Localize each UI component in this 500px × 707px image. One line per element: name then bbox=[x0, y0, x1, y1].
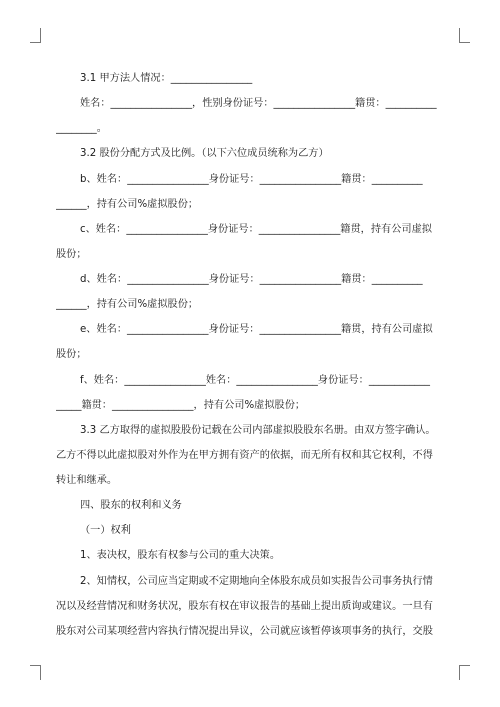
section-3-3-line-2: 乙方不得以此虚拟股对外作为在甲方拥有资产的依据，而无所有权和其它权利，不得 bbox=[56, 450, 433, 461]
legal-person-info-continuation: ________。 bbox=[56, 123, 107, 134]
rights-subheading: （一）权利 bbox=[80, 525, 131, 536]
member-b-line: b、姓名：________________身份证号：________________籍贯：__________ bbox=[80, 174, 423, 185]
crop-mark-top-left bbox=[30, 28, 41, 43]
member-c-continuation: 股份； bbox=[56, 249, 87, 260]
right-to-know-line-2: 况以及经营情况和财务状况，股东有权在审议报告的基础上提出质询或建议。一旦有 bbox=[56, 601, 433, 612]
member-c-line: c、姓名：________________身份证号：________________籍贯，持有公司虚拟 bbox=[80, 224, 432, 235]
section-3-1-heading: 3.1 甲方法人情况：________________ bbox=[80, 73, 253, 84]
legal-person-info-line: 姓名：________________，性别身份证号：________________籍贯：__________ bbox=[80, 98, 437, 109]
member-e-line: e、姓名：________________身份证号：________________籍贯，持有公司虚拟 bbox=[80, 324, 433, 335]
member-e-continuation: 股份； bbox=[56, 349, 87, 360]
section-4-heading: 四、股东的权利和义务 bbox=[80, 500, 182, 511]
section-3-3-paragraph: 3.3 乙方取得的虚拟股股份记载在公司内部虚拟股股东名册。由双方签字确认。 bbox=[80, 425, 436, 436]
member-b-continuation: ______，持有公司%虚拟股份； bbox=[56, 199, 199, 210]
crop-mark-bottom-left bbox=[30, 665, 41, 680]
right-to-know-item: 2、知情权，公司应当定期或不定期地向全体股东成员如实报告公司事务执行情 bbox=[80, 576, 433, 587]
member-d-line: d、姓名：________________身份证号：________________籍贯：__________ bbox=[80, 274, 423, 285]
voting-right-item: 1、表决权，股东有权参与公司的重大决策。 bbox=[80, 550, 281, 561]
section-3-3-line-3: 转让和继承。 bbox=[56, 475, 118, 486]
member-f-continuation: _____籍贯：________________，持有公司%虚拟股份； bbox=[56, 400, 306, 411]
member-f-line: f、姓名：________________姓名：________________身份证号：____________ bbox=[80, 375, 430, 386]
member-d-continuation: ______，持有公司%虚拟股份； bbox=[56, 299, 199, 310]
crop-mark-bottom-right bbox=[459, 665, 470, 680]
section-3-2-heading: 3.2 股份分配方式及比例。（以下六位成员统称为乙方） bbox=[80, 148, 329, 159]
right-to-know-line-3: 股东对公司某项经营内容执行情况提出异议，公司就应该暂停该项事务的执行，交股 bbox=[56, 626, 433, 637]
crop-mark-top-right bbox=[459, 28, 470, 43]
